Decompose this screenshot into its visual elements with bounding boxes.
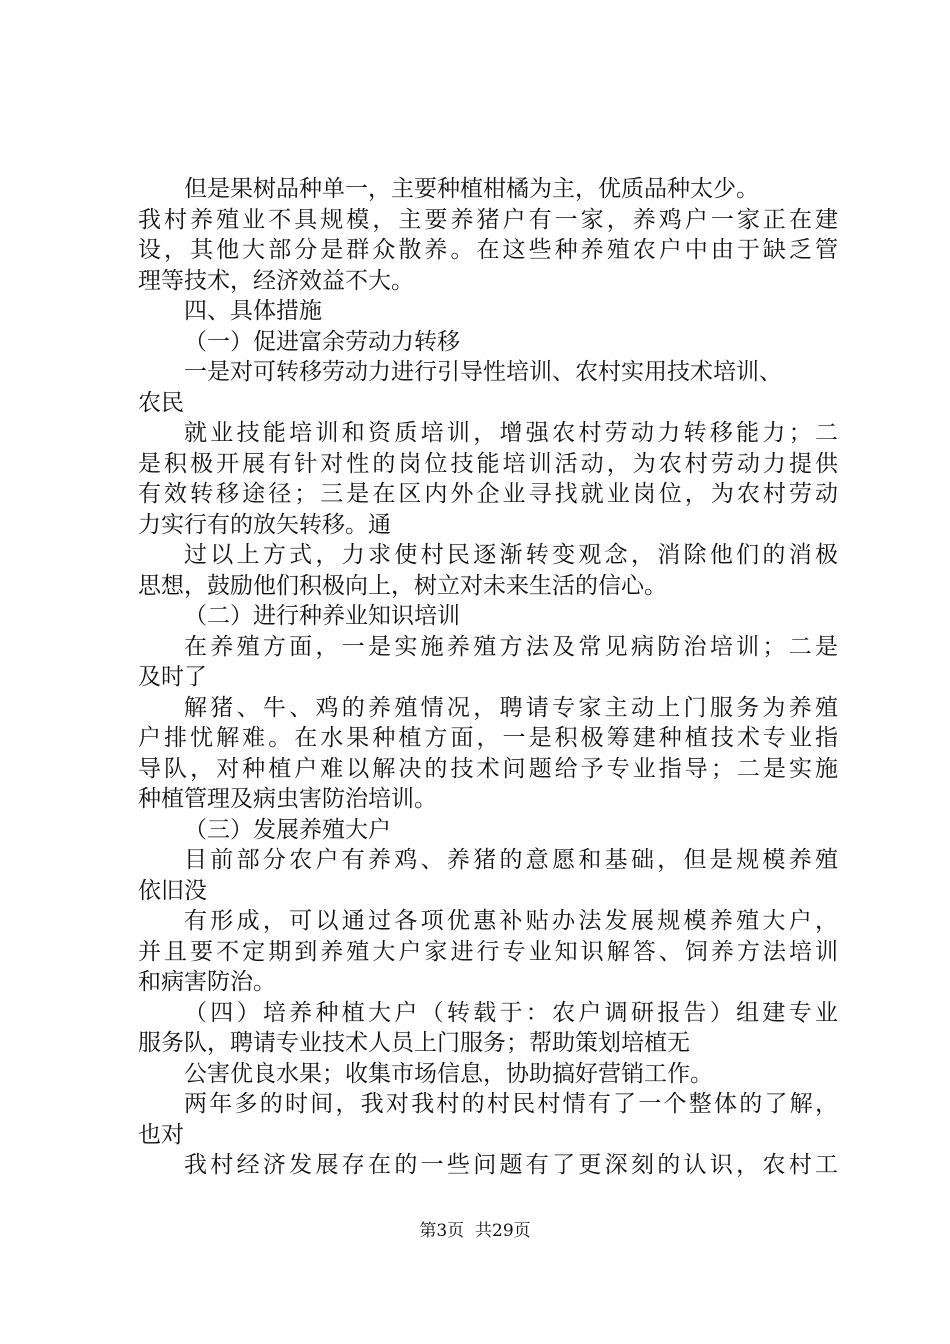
text-line: 我村经济发展存在的一些问题有了更深刻的认识，农村工: [184, 1152, 838, 1178]
text-line: 我村养殖业不具规模，主要养猪户有一家，养鸡户一家正在建: [138, 206, 838, 233]
footer-spacer: [464, 1221, 475, 1241]
text-line: 和病害防治。: [138, 969, 276, 995]
text-line: 种植管理及病虫害防治培训。: [138, 786, 437, 812]
text-line: 依旧没: [138, 877, 207, 904]
text-line: 并且要不定期到养殖大户家进行专业知识解答、饲养方法培训: [138, 938, 838, 965]
text-line: 但是果树品种单一，主要种植柑橘为主，优质品种太少。: [184, 176, 759, 202]
text-line: 过以上方式，力求使村民逐渐转变观念，消除他们的消极: [184, 542, 838, 568]
page-number: 第3页: [419, 1221, 465, 1241]
page-total: 共29页: [475, 1221, 531, 1241]
subsection-heading: （二）进行种养业知识培训: [184, 603, 460, 629]
subsection-heading: （一）促进富余劳动力转移: [184, 328, 460, 355]
text-line: （四）培养种植大户（转载于：农户调研报告）组建专业: [184, 999, 838, 1026]
text-line: 设，其他大部分是群众散养。在这些种养殖农户中由于缺乏管: [138, 237, 838, 263]
text-line: 及时了: [138, 664, 207, 690]
text-line: 两年多的时间，我对我村的村民村情有了一个整体的了解，: [184, 1091, 838, 1117]
text-line: 思想，鼓励他们积极向上，树立对未来生活的信心。: [138, 572, 667, 599]
document-body: [138, 174, 838, 1181]
text-line: 是积极开展有针对性的岗位技能培训活动，为农村劳动力提供: [138, 450, 838, 477]
text-line: 有效转移途径；三是在区内外企业寻找就业岗位，为农村劳动: [138, 481, 838, 507]
text-line: 也对: [138, 1121, 184, 1148]
section-heading: 四、具体措施: [184, 298, 322, 324]
subsection-heading: （三）发展养殖大户: [184, 816, 391, 843]
text-line: 在养殖方面，一是实施养殖方法及常见病防治培训；二是: [184, 633, 838, 660]
text-line: 公害优良水果；收集市场信息，协助搞好营销工作。: [184, 1060, 713, 1087]
text-line: 理等技术，经济效益不大。: [138, 267, 414, 294]
text-line: 力实行有的放矢转移。通: [138, 511, 391, 538]
text-line: 服务队，聘请专业技术人员上门服务；帮助策划培植无: [138, 1030, 690, 1056]
text-line: 导队，对种植户难以解决的技术问题给予专业指导；二是实施: [138, 755, 838, 782]
text-line: 有形成，可以通过各项优惠补贴办法发展规模养殖大户，: [184, 908, 838, 934]
page-footer: [0, 1220, 950, 1242]
text-line: 目前部分农户有养鸡、养猪的意愿和基础，但是规模养殖: [184, 847, 838, 873]
text-line: 解猪、牛、鸡的养殖情况，聘请专家主动上门服务为养殖: [184, 694, 838, 721]
text-line: 户排忧解难。在水果种植方面，一是积极筹建种植技术专业指: [138, 725, 838, 751]
text-line: 农民: [138, 389, 184, 416]
text-line: 一是对可转移劳动力进行引导性培训、农村实用技术培训、: [184, 359, 782, 385]
text-line: 就业技能培训和资质培训，增强农村劳动力转移能力；二: [184, 420, 838, 446]
